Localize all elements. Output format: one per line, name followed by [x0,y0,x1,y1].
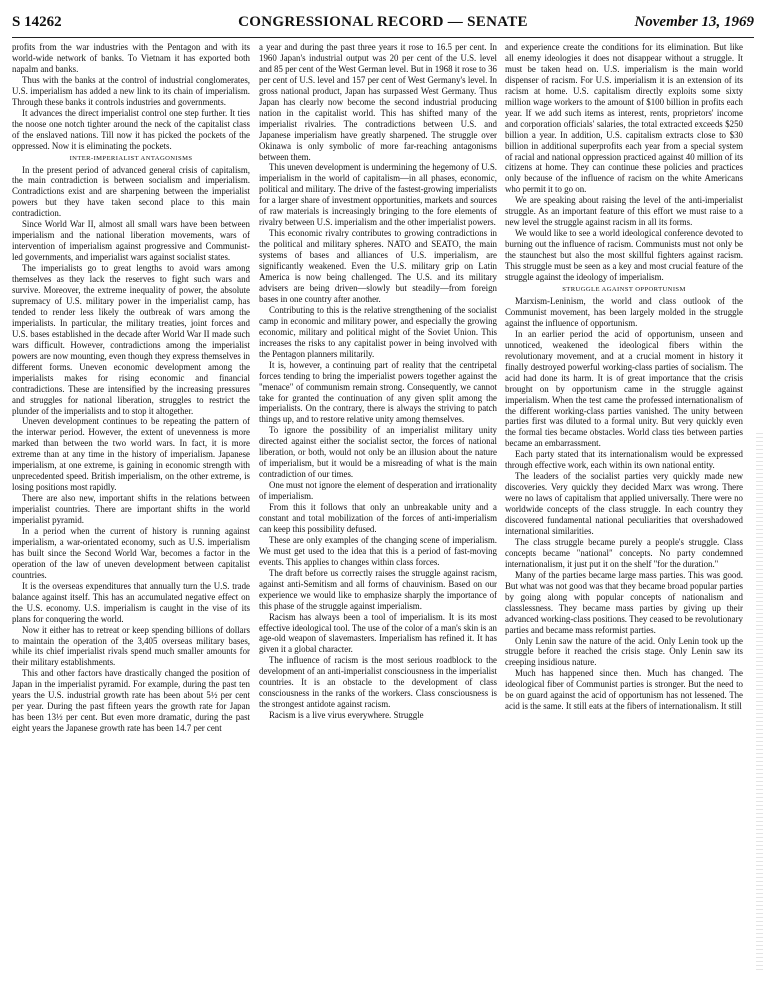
paragraph: Since World War II, almost all small wars have been between imperialism and the national liberation movements, wars of intervention of imperialism against progressive and Communist-led governments, and imperialist wars against socialist states. [12,219,250,263]
paragraph: In an earlier period the acid of opportunism, unseen and unnoticed, weakened the ideological fibers within the revolutionary movement, and at a crucial moment in history it finally destroyed powerful working-class parties of socialism. The acid had done its harm. It is of great importance that the crisis brought on by opportunism came in the struggle against imperialism. When the test came the professed internationalism of the different working-class parties vanished. The unity between parties first was diluted to a formal unity. But very quickly even the formal ties became obstacles. World class ties between parties became an embarrassment. [505,328,743,449]
paragraph: a year and during the past three years it rose to 16.5 per cent. In 1960 Japan's industrial output was 20 per cent of the U.S. level and 85 per cent of the West German level. But in 1968 it rose to 36 per cent of U.S. level and 157 per cent of West Germany's level. In gross national product, Japan has surpassed West Germany. Thus Japan has clearly now become the second industrial producing nation in the capitalist world. This has shifted many of the imperialist rivalries. The contradictions between U.S. and Japanese imperialism have greatly sharpened. The struggle over Okinawa is only symbolic of more far-reaching antagonisms between them. [259,42,497,162]
paragraph: The influence of racism is the most serious roadblock to the development of an anti-imperialist consciousness in the imperialist countries. It is an obstacle to the development of class consciousness in the ranks of the workers. Class consciousness is the strongest antidote against racism. [259,655,497,710]
paragraph: Contributing to this is the relative strengthening of the socialist camp in economic and military power, and especially the growing economic, military and political might of the Soviet Union. This increases the risks to any capitalist power in being involved with the Pentagon planners militarily. [259,304,497,359]
paragraph: The leaders of the socialist parties very quickly made new discoveries. Very quickly they decided Marx was wrong. There were no laws of capitalism that applied universally. There were no worldwide concepts of the class struggle. In each country they discovered fundamental national peculiarities that overshadowed international similarities. [505,471,743,536]
page-header [12,14,754,38]
paragraph: Now it either has to retreat or keep spending billions of dollars to maintain the operation of the 3,405 overseas military bases, while its chief imperialist rivals spend much smaller amounts for their military establishments. [12,624,250,668]
paragraph: We are speaking about raising the level of the anti-imperialist struggle. As an important feature of this effort we must raise to a new level the struggle against racism in all its forms. [505,195,743,228]
paragraph: There are also new, important shifts in the relations between imperialist countries. There are important shifts in the world imperialist pyramid. [12,493,250,526]
issue-date: November 13, 1969 [634,14,754,30]
paragraph: Each party stated that its internationalism would be expressed through effective work, each within its own national entity. [505,449,743,471]
header-rule [12,37,754,38]
page-number: S 14262 [12,14,62,30]
paragraph: To ignore the possibility of an imperialist military unity directed against either the socialist sector, the forces of national liberation, or both, would not only be an illusion about the nature of imperialism, but it would be a misreading of what is the main contradiction of our times. [259,425,497,480]
paragraph: This and other factors have drastically changed the position of Japan in the imperialist pyramid. For example, during the past ten years the U.S. industrial growth rate has been about 5½ per cent per year. During the past fifteen years the growth rate for Japan has been 13½ per cent. But even more dramatic, during the past eight years the Japanese growth rate has been 14.7 per cent [12,668,250,734]
paragraph: This uneven development is undermining the hegemony of U.S. imperialism in the world of capitalism—in all phases, economic, political and military. The drive of the fastest-growing imperialists for a larger share of investment opportunities, markets and sources of raw materials is increasingly bringing to the fore elements of rivalry between U.S. imperialism and the other imperialist powers. [259,162,497,228]
paragraph: Racism has always been a tool of imperialism. It is its most effective ideological tool. The use of the color of a man's skin is an age-old weapon of slavemasters. Imperialism has refined it. It has given it a global character. [259,611,497,655]
paragraph: From this it follows that only an unbreakable unity and a constant and total mobilization of the forces of anti-imperialism can keep this possibility defused. [259,502,497,534]
scan-edge-artifact [756,430,763,970]
paragraph: In a period when the current of history is running against imperialism, a war-orientated economy, such as U.S. imperialism has built since the Second World War, becomes a factor in the operation of the law of uneven development between capitalist countries. [12,525,250,580]
paragraph: Only Lenin saw the nature of the acid. Only Lenin took up the struggle before it reached the crisis stage. Only Lenin saw its creeping insidious nature. [505,635,743,668]
section-heading: STRUGGLE AGAINST OPPORTUNISM [562,285,686,293]
paragraph: profits from the war industries with the Pentagon and with its world-wide network of banks. To Vietnam it has exported both napalm and banks. [12,42,250,74]
paragraph: Marxism-Leninism, the world and class outlook of the Communist movement, has been largely molded in the struggle against the influence of opportunism. [505,295,743,328]
paragraph: Thus with the banks at the control of industrial conglomerates, U.S. imperialism has added a new link to its chain of imperialism. Through these banks it controls industries and governments. [12,74,250,107]
paragraph: We would like to see a world ideological conference devoted to burning out the influence of racism. Communists must not only be the staunchest but also the most skillful fighters against racism. This struggle must be seen as a key and most crucial feature of the struggle against the ideology of imperialism. [505,228,743,283]
paragraph: In the present period of advanced general crisis of capitalism, the main contradiction is between socialism and imperialism. Contradictions exist and are sharpening between the imperialist powers but they have taken second place to this main contradiction. [12,164,250,219]
paragraph: Many of the parties became large mass parties. This was good. But what was not good was that they became broad popular parties by going along with popular concepts of nationalism and classlessness. They became mass parties by giving up their advanced working-class positions. They ceased to be revolutionary parties and became mass reformist parties. [505,569,743,635]
paragraph: This economic rivalry contributes to growing contradictions in the political and military spheres. NATO and SEATO, the main systems of bases and alliances of U.S. imperialism, are significantly weakened. Even the U.S. military grip on Latin America is now being challenged. The U.S. and its military advisers are being driven—slowly but steadily—from foreign bases in one country after another. [259,228,497,304]
paragraph: Much has happened since then. Much has changed. The ideological fiber of Communist parties is stronger. But the need to be on guard against the acid of opportunism has not lessened. The acid is the same. It still eats at the fibers of internationalism. It still [505,668,743,712]
section-heading: INTER-IMPERIALIST ANTAGONISMS [69,154,193,162]
journal-title: CONGRESSIONAL RECORD — SENATE [238,14,528,30]
paragraph: The draft before us correctly raises the struggle against racism, against anti-Semitism and all forms of chauvinism. Based on our experience we would like to emphasize sharply the importance of this phase of the struggle against imperialism. [259,567,497,611]
paragraph: One must not ignore the element of desperation and irrationality of imperialism. [259,480,497,502]
paragraph: These are only examples of the changing scene of imperialism. We must get used to the idea that this is a period of fast-moving events. This applies to changes within class forces. [259,534,497,567]
paragraph: Racism is a live virus everywhere. Struggle [269,710,424,721]
text-column-3 [505,42,743,982]
text-column-2 [259,42,497,982]
paragraph: It advances the direct imperialist control one step further. It ties the noose one notch tighter around the neck of the capitalist class of the enslaved nations. Till now it has picked the pockets of the oppressed. Now it is eliminating the pockets. [12,107,250,151]
paragraph: and experience create the conditions for its elimination. But like all enemy ideologies it does not disappear without a struggle. It must be taken head on. U.S. imperialism is the main world dispenser of racism. For U.S. imperialism it is an extension of its racism at home. U.S. capitalism directly exploits some sixty million wage workers to the amount of $100 billion in profits each year. If we add such items as interest, rents, proprietors' income and corporation officials' salaries, the total extracted exceeds $250 billion a year. In addition, U.S. capitalism extracts close to $30 billion in additional superprofits each year from a special system of racial and national oppression practiced against 40 million of its citizens at home. They can continue these policies and practices only because of the influence of racism on the white Americans who permit it to go on. [505,42,743,195]
paragraph: Uneven development continues to be repeating the pattern of the interwar period. However, the extent of unevenness is more marked than between the two world wars. In fact, it is more extreme than at any time in the history of imperialism. Japanese imperialism, at one extreme, is gaining in economic strength with unprecedented speed. British imperialism, on the other extreme, is losing positions most rapidly. [12,416,250,493]
paragraph: It is, however, a continuing part of reality that the centripetal forces tending to bring the imperialist powers together against the "menace" of communism remain strong. Consequently, we cannot take for granted the continuation of any given split among the imperialists. On the contrary, there is always the striving to patch things up, and to restore relative unity among themselves. [259,359,497,425]
text-column-1 [12,42,250,982]
paragraph: The imperialists go to great lengths to avoid wars among themselves as they lack the reserves to fight such wars and survive. Moreover, the extreme inequality of power, the absolute supremacy of U.S. military power in the imperialist camp, has tended to render less likely the outbreak of wars among the imperialists. In particular, the military treaties, joint forces and U.S. bases established in the decade after World War II made such wars difficult. However, contradictions among the imperialist powers are now mounting, even though they express themselves in different forms. Uneven economic development among the imperialists makes for rising economic and financial contradictions. These are intensified by the increasing pressures and struggles for national liberation, struggles to restrict the plunder of the imperialists and to stop it altogether. [12,263,250,416]
paragraph: It is the overseas expenditures that annually turn the U.S. trade balance against itself. This has an accumulated negative effect on the U.S. economy. U.S. imperialism is caught in the vise of its plans for conquering the world. [12,580,250,624]
paragraph: The class struggle became purely a people's struggle. Class concepts became "national" concepts. No party condemned internationalism, it just put it on the shelf "for the duration." [505,536,743,569]
